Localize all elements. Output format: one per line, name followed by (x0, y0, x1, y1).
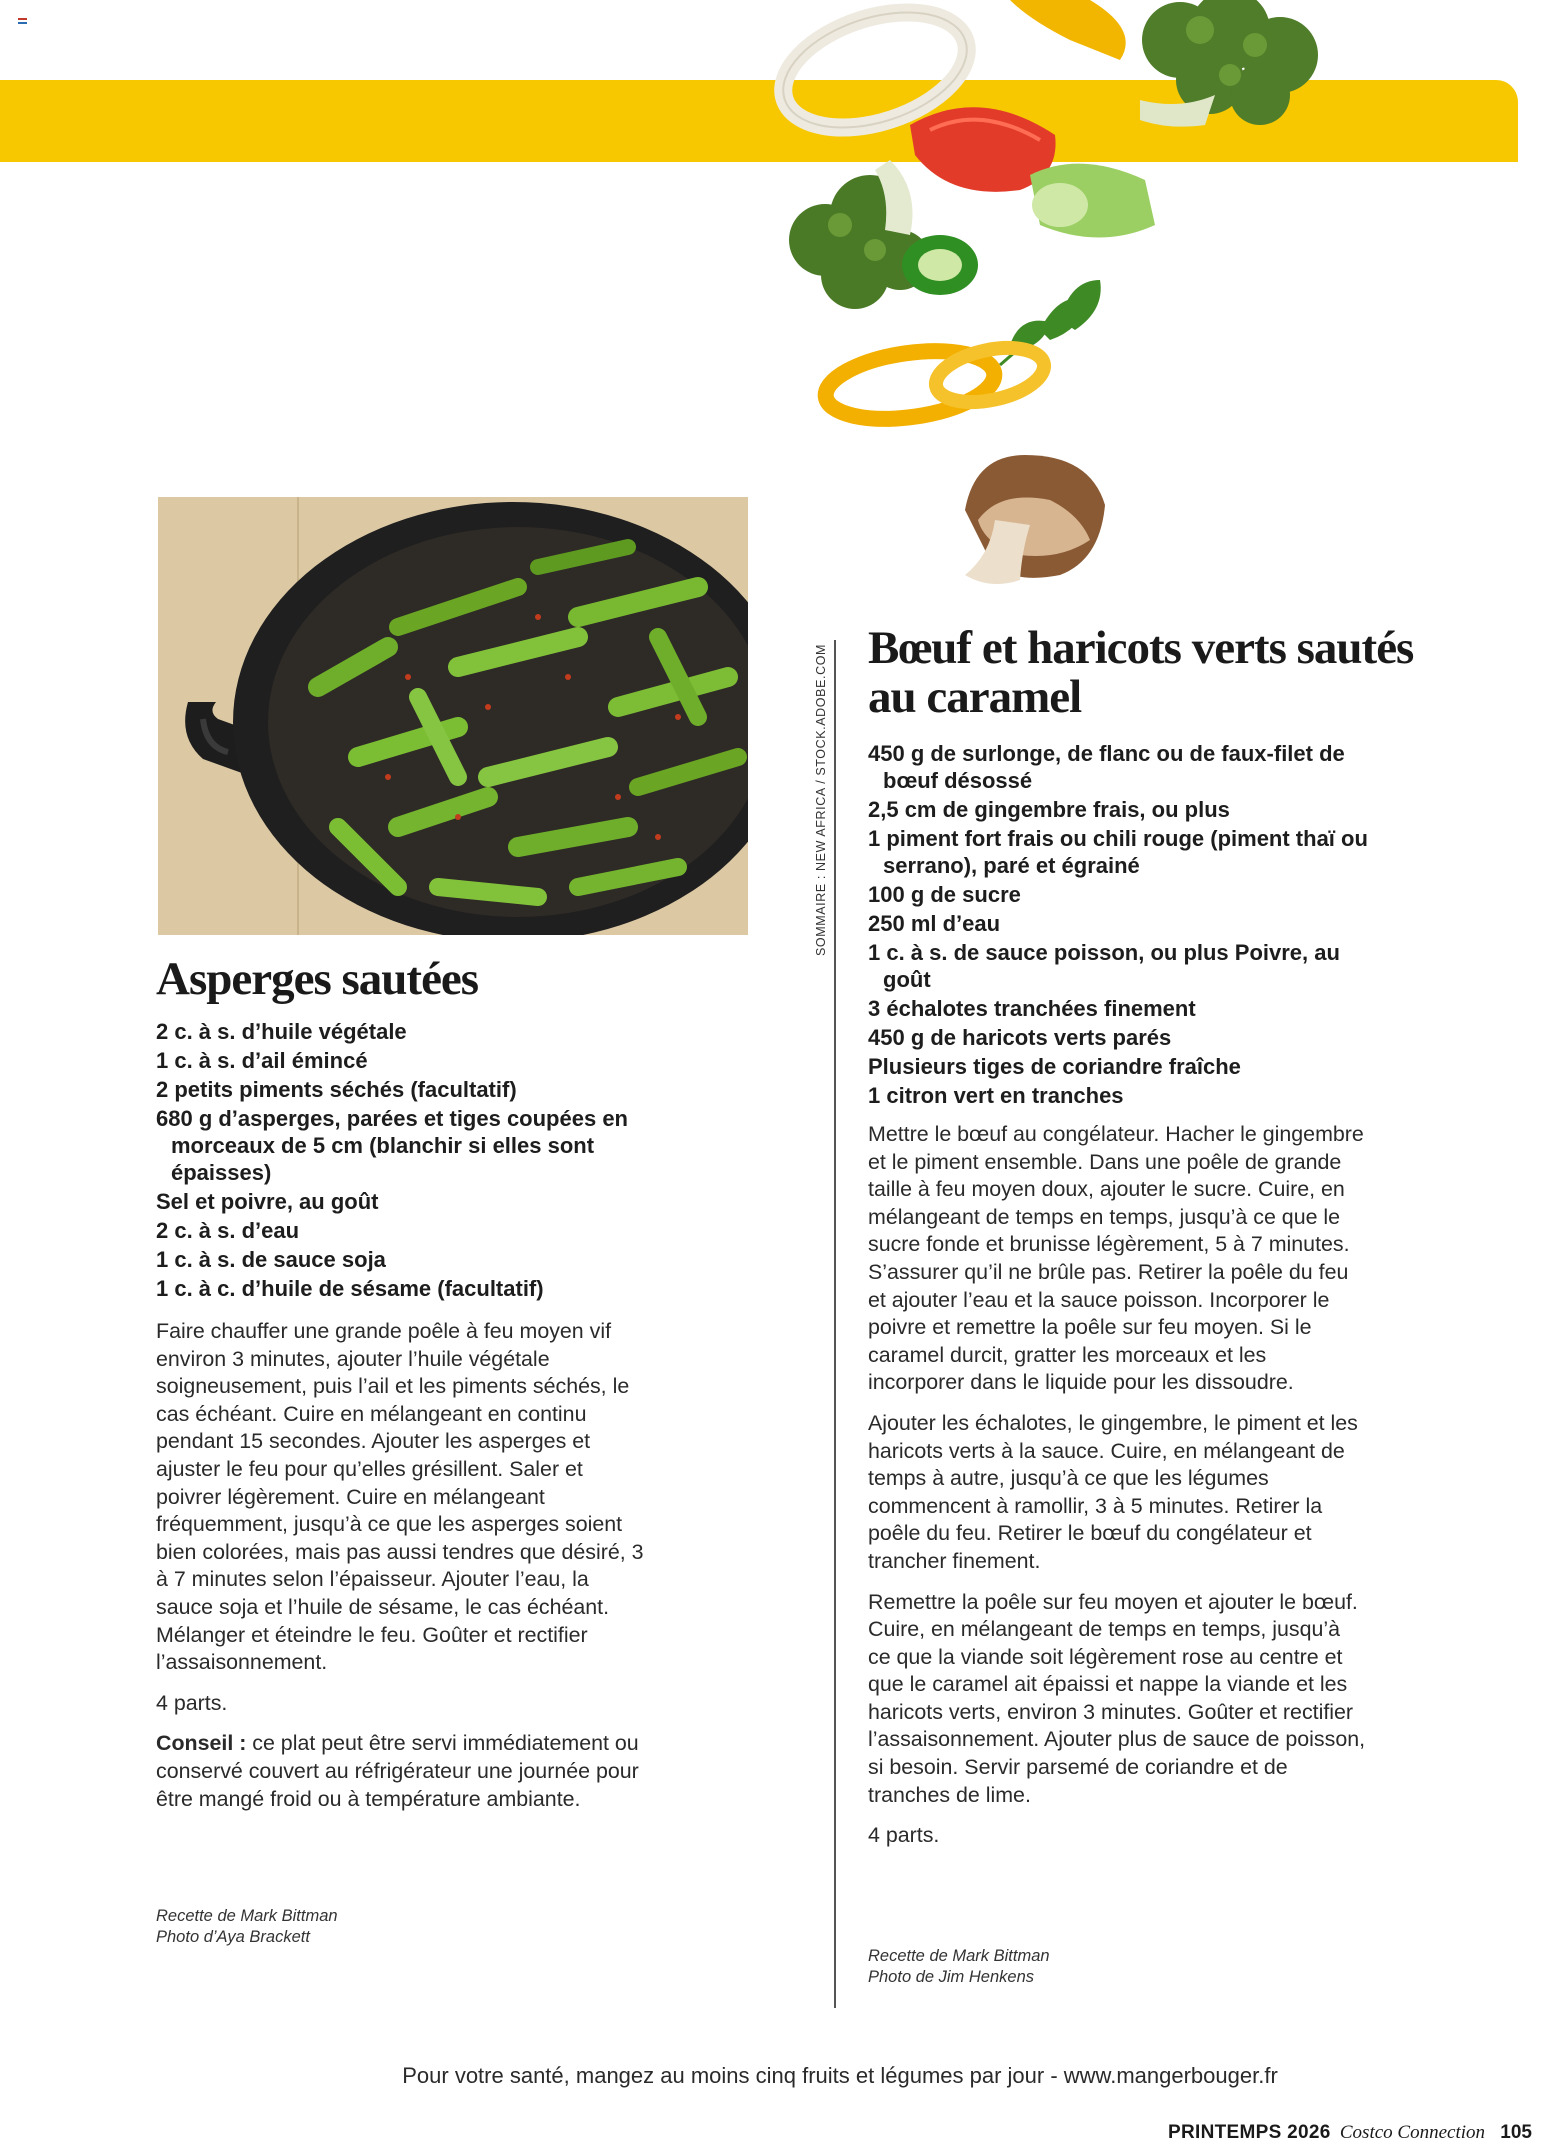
column-divider (834, 640, 836, 2008)
recipe-title-boeuf: Bœuf et haricots verts sautés au caramel (868, 622, 1414, 723)
flag-icon (18, 18, 27, 26)
tip (156, 1730, 646, 1813)
ingredient-item: 1 c. à s. de sauce poisson, ou plus Poivre, au goût (868, 940, 1340, 992)
method-boeuf (868, 1121, 1368, 1863)
method-paragraph: Faire chauffer une grande poêle à feu moyen vif environ 3 minutes, ajouter l’huile végétale soigneusement, puis l’ail et les piments séchés, le cas échéant. Cuire en mélangeant en continu pendant 15 secondes. Ajouter les asperges et ajuster le feu pour qu’elles grésillent. Saler et poivrer légèrement. Cuire en mélangeant fréquemment, jusqu’à ce que les asperges soient bien colorées, mais pas aussi tendres que désiré, 3 à 7 minutes selon l’épaisseur. Ajouter l’eau, la sauce soja et l’huile de sésame, le cas échéant. Mélanger et éteindre le feu. Goûter et rectifier l’assaisonnement. (156, 1319, 644, 1675)
ingredient-item: 1 citron vert en tranches (868, 1083, 1124, 1108)
ingredient-item: 1 piment fort frais ou chili rouge (piment thaï ou serrano), paré et égrainé (868, 826, 1368, 878)
vegetables-illustration (760, 0, 1440, 600)
ingredient-item: 100 g de sucre (868, 882, 1021, 907)
servings: 4 parts. (868, 1823, 940, 1848)
ingredient-item: 3 échalotes tranchées finement (868, 996, 1196, 1021)
image-credit: SOMMAIRE : NEW AFRICA / STOCK.ADOBE.COM (814, 643, 828, 957)
recipe-credit: Recette de Mark Bittman (156, 1907, 338, 1925)
ingredient-item: 2 c. à s. d’eau (156, 1218, 300, 1243)
asparagus-pan-photo (158, 497, 748, 935)
mushroom-illustration (965, 455, 1105, 584)
credits-asperges (156, 1906, 338, 1948)
page-number: 105 (1500, 2122, 1532, 2143)
magazine-name: Costco Connection (1339, 2122, 1486, 2143)
method-paragraph: Ajouter les échalotes, le gingembre, le piment et les haricots verts à la sauce. Cuire, en mélangeant de temps à autre, jusqu’à ce que les légumes commencent à ramollir, 3 à 5 minutes. Retirer la poêle du feu. Retirer le bœuf du congélateur et trancher finement. (868, 1410, 1358, 1573)
method-paragraph: Remettre la poêle sur feu moyen et ajouter le bœuf. Cuire, en mélangeant de temps en temps, jusqu’à ce que la viande soit légèrement rose au centre et que le caramel ait épaissi et nappe la viande et les haricots verts, environ 3 minutes. Goûter et rectifier l’assaisonnement. Ajouter plus de sauce de poisson, si besoin. Servir parsemé de coriandre et de tranches de lime. (868, 1589, 1366, 1807)
ingredient-item: 2,5 cm de gingembre frais, ou plus (868, 797, 1230, 822)
ingredient-item: 680 g d’asperges, parées et tiges coupées en morceaux de 5 cm (blanchir si elles sont épaisses) (156, 1106, 628, 1185)
page-footer (1168, 2122, 1532, 2144)
ingredient-item: 2 petits piments séchés (facultatif) (156, 1077, 517, 1102)
recipe-title-asperges: Asperges sautées (156, 953, 479, 1005)
ingredient-item: 250 ml d’eau (868, 911, 1001, 936)
ingredient-item: Plusieurs tiges de coriandre fraîche (868, 1054, 1241, 1079)
ingredient-item: 450 g de haricots verts parés (868, 1025, 1172, 1050)
ingredient-item: Sel et poivre, au goût (156, 1189, 379, 1214)
ingredient-item: 2 c. à s. d’huile végétale (156, 1019, 407, 1044)
photo-credit: Photo de Jim Henkens (868, 1968, 1035, 1986)
health-message: Pour votre santé, mangez au moins cinq fruits et légumes par jour - www.mangerbouger.fr (402, 2063, 1278, 2088)
method-asperges (156, 1318, 646, 1826)
ingredient-item: 1 c. à s. d’ail émincé (156, 1048, 368, 1073)
photo-credit: Photo d’Aya Brackett (156, 1928, 310, 1946)
tip-text: ce plat peut être servi immédiatement ou conservé couvert au réfrigérateur une journée pour être mangé froid ou à température ambiante. (156, 1731, 639, 1811)
recipe-credit: Recette de Mark Bittman (868, 1947, 1050, 1965)
ingredient-item: 1 c. à s. de sauce soja (156, 1247, 386, 1272)
ingredient-item: 450 g de surlonge, de flanc ou de faux-filet de bœuf désossé (868, 741, 1345, 793)
ingredient-item: 1 c. à c. d’huile de sésame (facultatif) (156, 1276, 544, 1301)
ingredient-list-asperges (156, 1018, 646, 1304)
issue-season: PRINTEMPS 2026 (1168, 2122, 1331, 2143)
tip-label: Conseil : (156, 1731, 247, 1756)
method-paragraph: Mettre le bœuf au congélateur. Hacher le gingembre et le piment ensemble. Dans une poêle de grande taille à feu moyen doux, ajouter le sucre. Cuire, en mélangeant de temps en temps, jusqu’à ce que le sucre fonde et brunisse légèrement, 5 à 7 minutes. S’assurer qu’il ne brûle pas. Retirer la poêle du feu et ajouter l’eau et la sauce poisson. Incorporer le poivre et remettre la poêle sur feu moyen. Si le caramel durcit, gratter les morceaux et les incorporer dans le liquide pour les dissoudre. (868, 1122, 1364, 1395)
ingredient-list-boeuf (868, 740, 1368, 1111)
servings: 4 parts. (156, 1690, 228, 1715)
credits-boeuf (868, 1946, 1050, 1988)
